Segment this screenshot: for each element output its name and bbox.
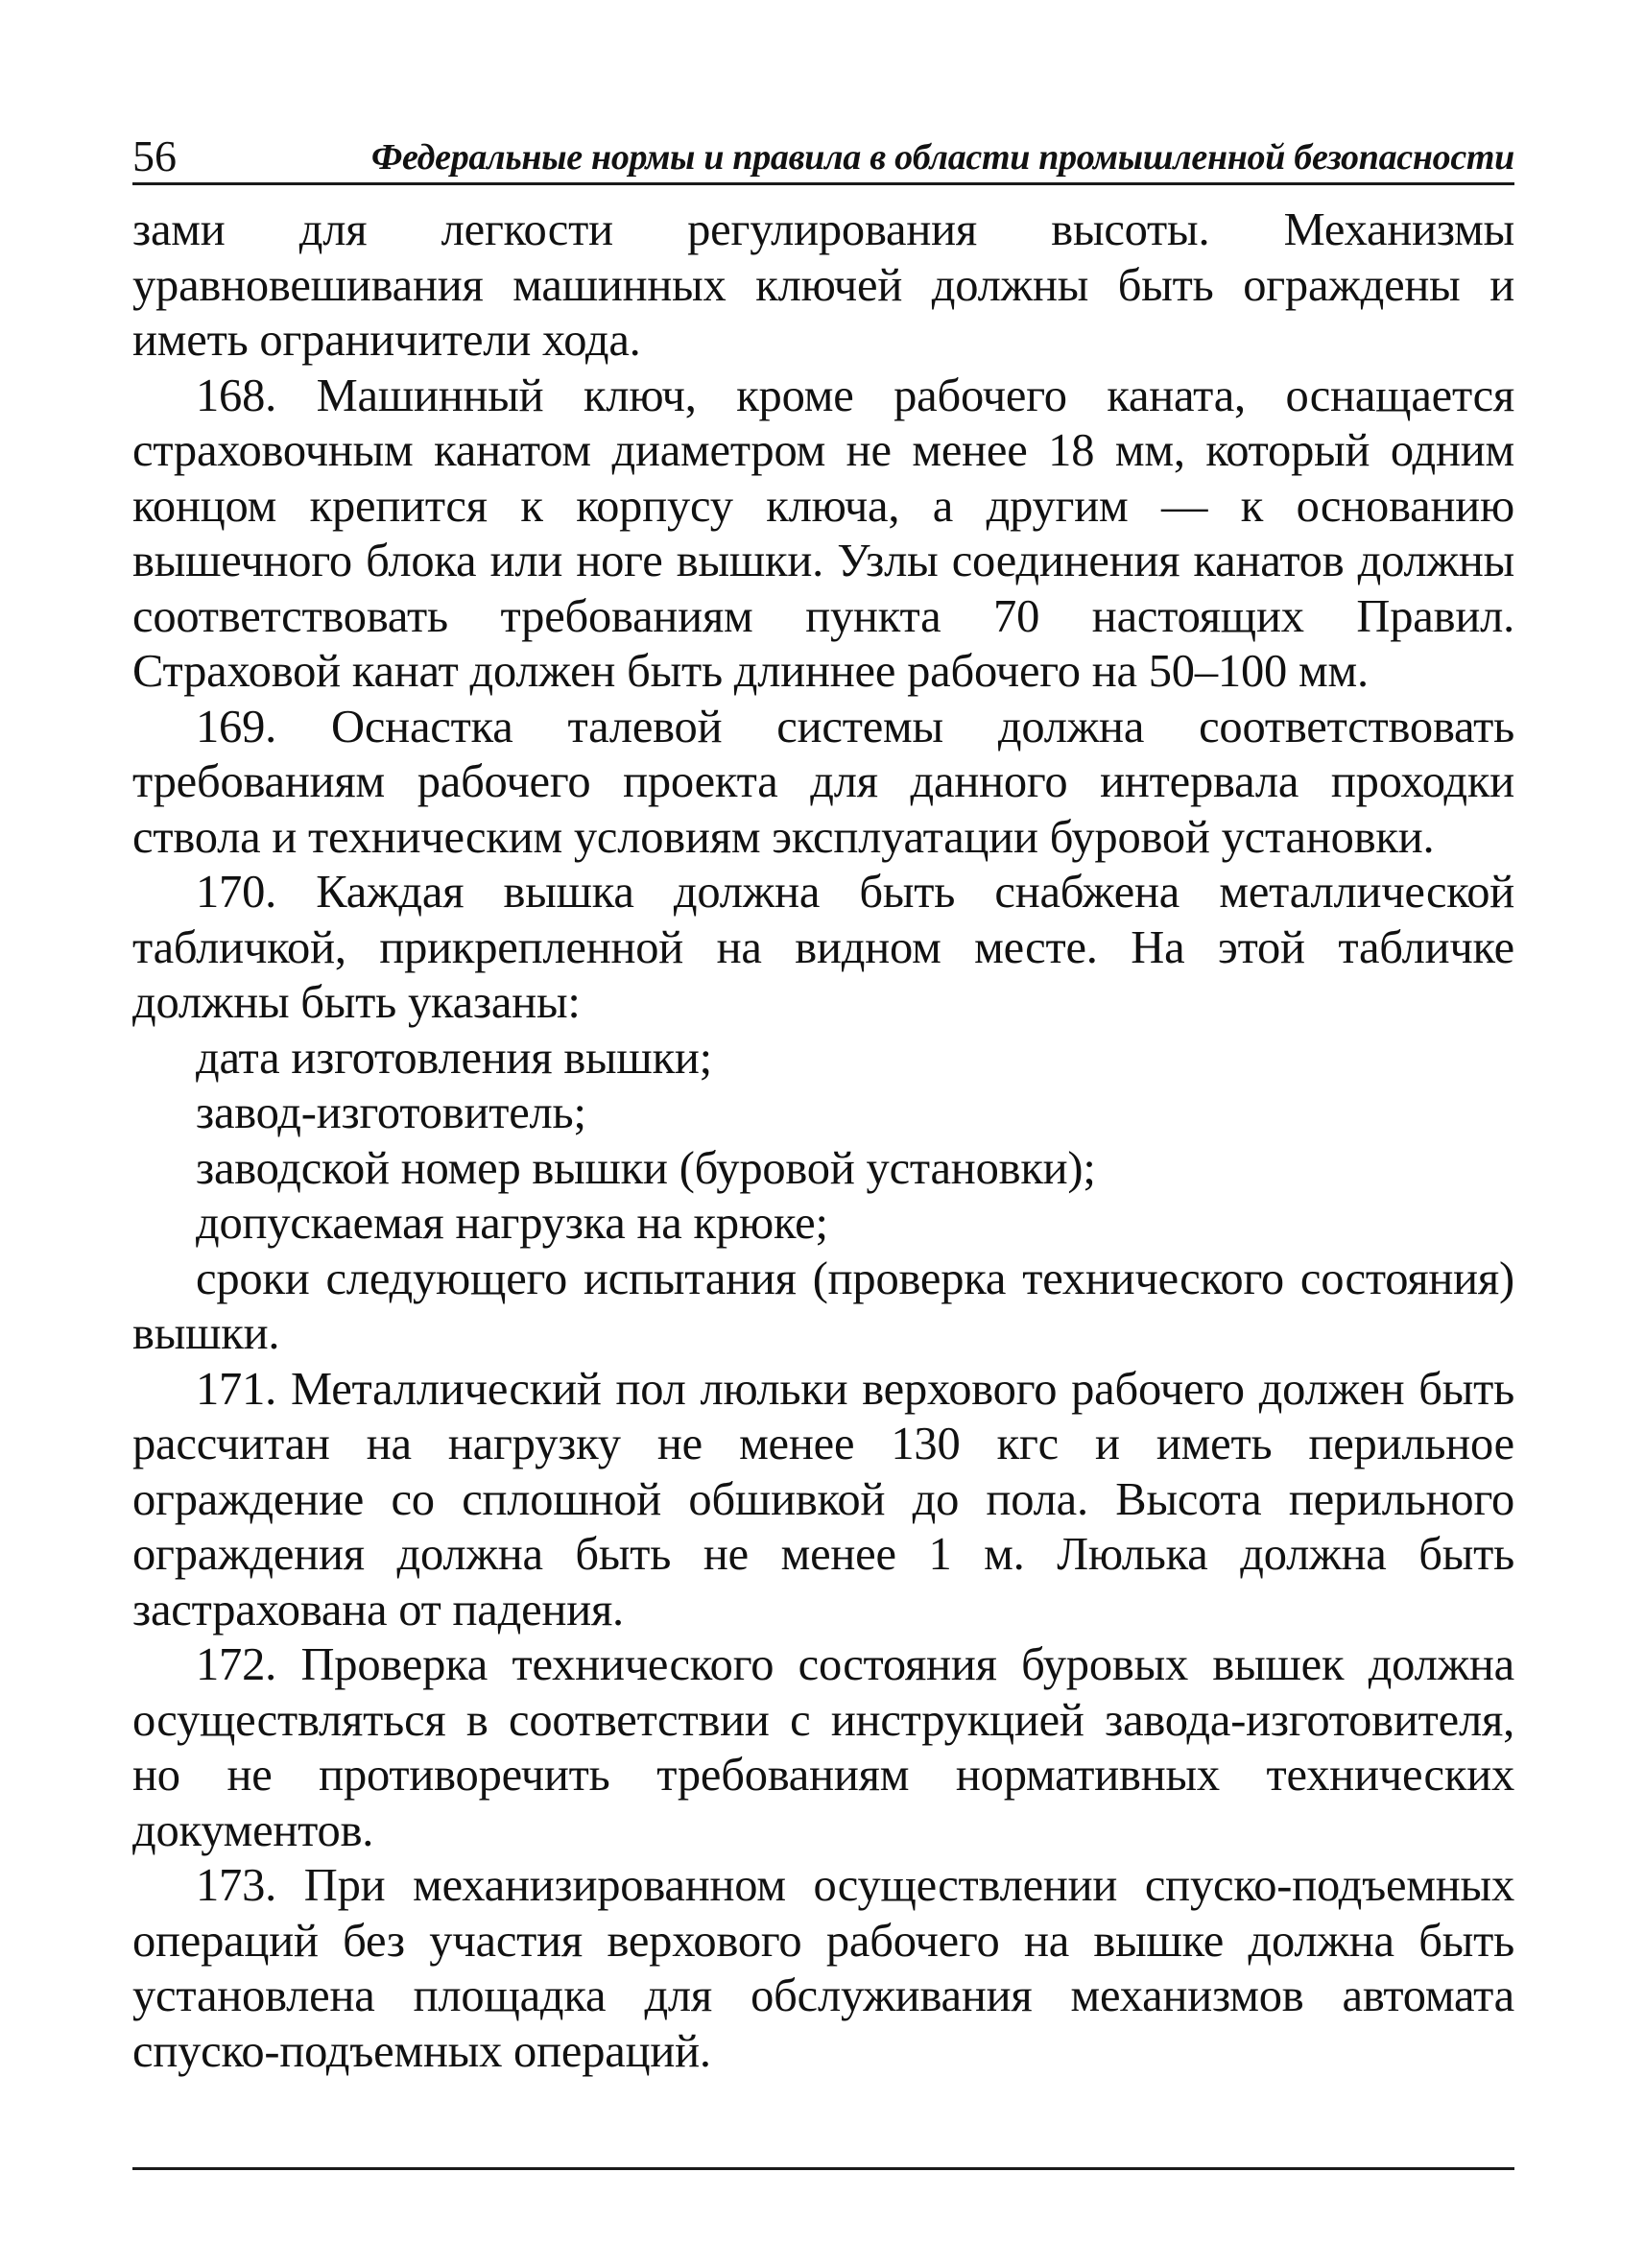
list-item: дата изготовления вышки; [196, 1032, 712, 1084]
document-body [132, 203, 1514, 2079]
paragraph-168: 168. Машинный ключ, кроме рабочего каната, оснащается страховочным канатом диаметром не менее 18 мм, который одним концом крепится к корпусу ключа, а другим — к основанию вышечного блока или ноге вышки. Узлы соединения канатов должны соответствовать требованиям пункта 70 настоящих Правил. Страховой канат должен быть длиннее рабочего на 50–100 мм. [132, 370, 1514, 697]
page-number: 56 [132, 131, 177, 180]
page-header [132, 125, 1514, 185]
list-item: допускаемая нагрузка на крюке; [196, 1198, 828, 1249]
list-item: заводской номер вышки (буровой установки); [196, 1142, 1096, 1194]
list-item: завод-изготовитель; [196, 1087, 586, 1138]
running-title: Федеральные нормы и правила в области промышленной безопасности [370, 137, 1514, 178]
paragraph-171: 171. Металлический пол люльки верхового рабочего должен быть рассчитан на нагрузку не менее 130 кгс и иметь перильное ограждение со сплошной обшивкой до пола. Высота перильного ограждения должна быть не менее 1 м. Люлька должна быть застрахована от падения. [132, 1363, 1514, 1635]
document-page [132, 125, 1514, 2079]
paragraph-172: 172. Проверка технического состояния буровых вышек должна осуществляться в соответствии с инструкцией завода-изготовителя, но не противоречить требованиям нормативных технических документов. [132, 1639, 1514, 1856]
paragraph-173: 173. При механизированном осуществлении спуско-подъемных операций без участия верхового рабочего на вышке должна быть установлена площадка для обслуживания механизмов автомата спуско-подъемных операций. [132, 1860, 1514, 2077]
list-item: сроки следующего испытания (проверка технического состояния) вышки. [132, 1253, 1514, 1359]
paragraph-169: 169. Оснастка талевой системы должна соответствовать требованиям рабочего проекта для данного интервала проходки ствола и техническим условиям эксплуатации буровой установки. [132, 701, 1514, 863]
footer-rule [132, 2167, 1514, 2170]
paragraph-170: 170. Каждая вышка должна быть снабжена металлической табличкой, прикрепленной на видном месте. На этой табличке должны быть указаны: [132, 867, 1514, 1028]
paragraph-continuation: зами для легкости регулирования высоты. Механизмы уравновешивания машинных ключей должны быть ограждены и иметь ограничители хода. [132, 204, 1514, 366]
